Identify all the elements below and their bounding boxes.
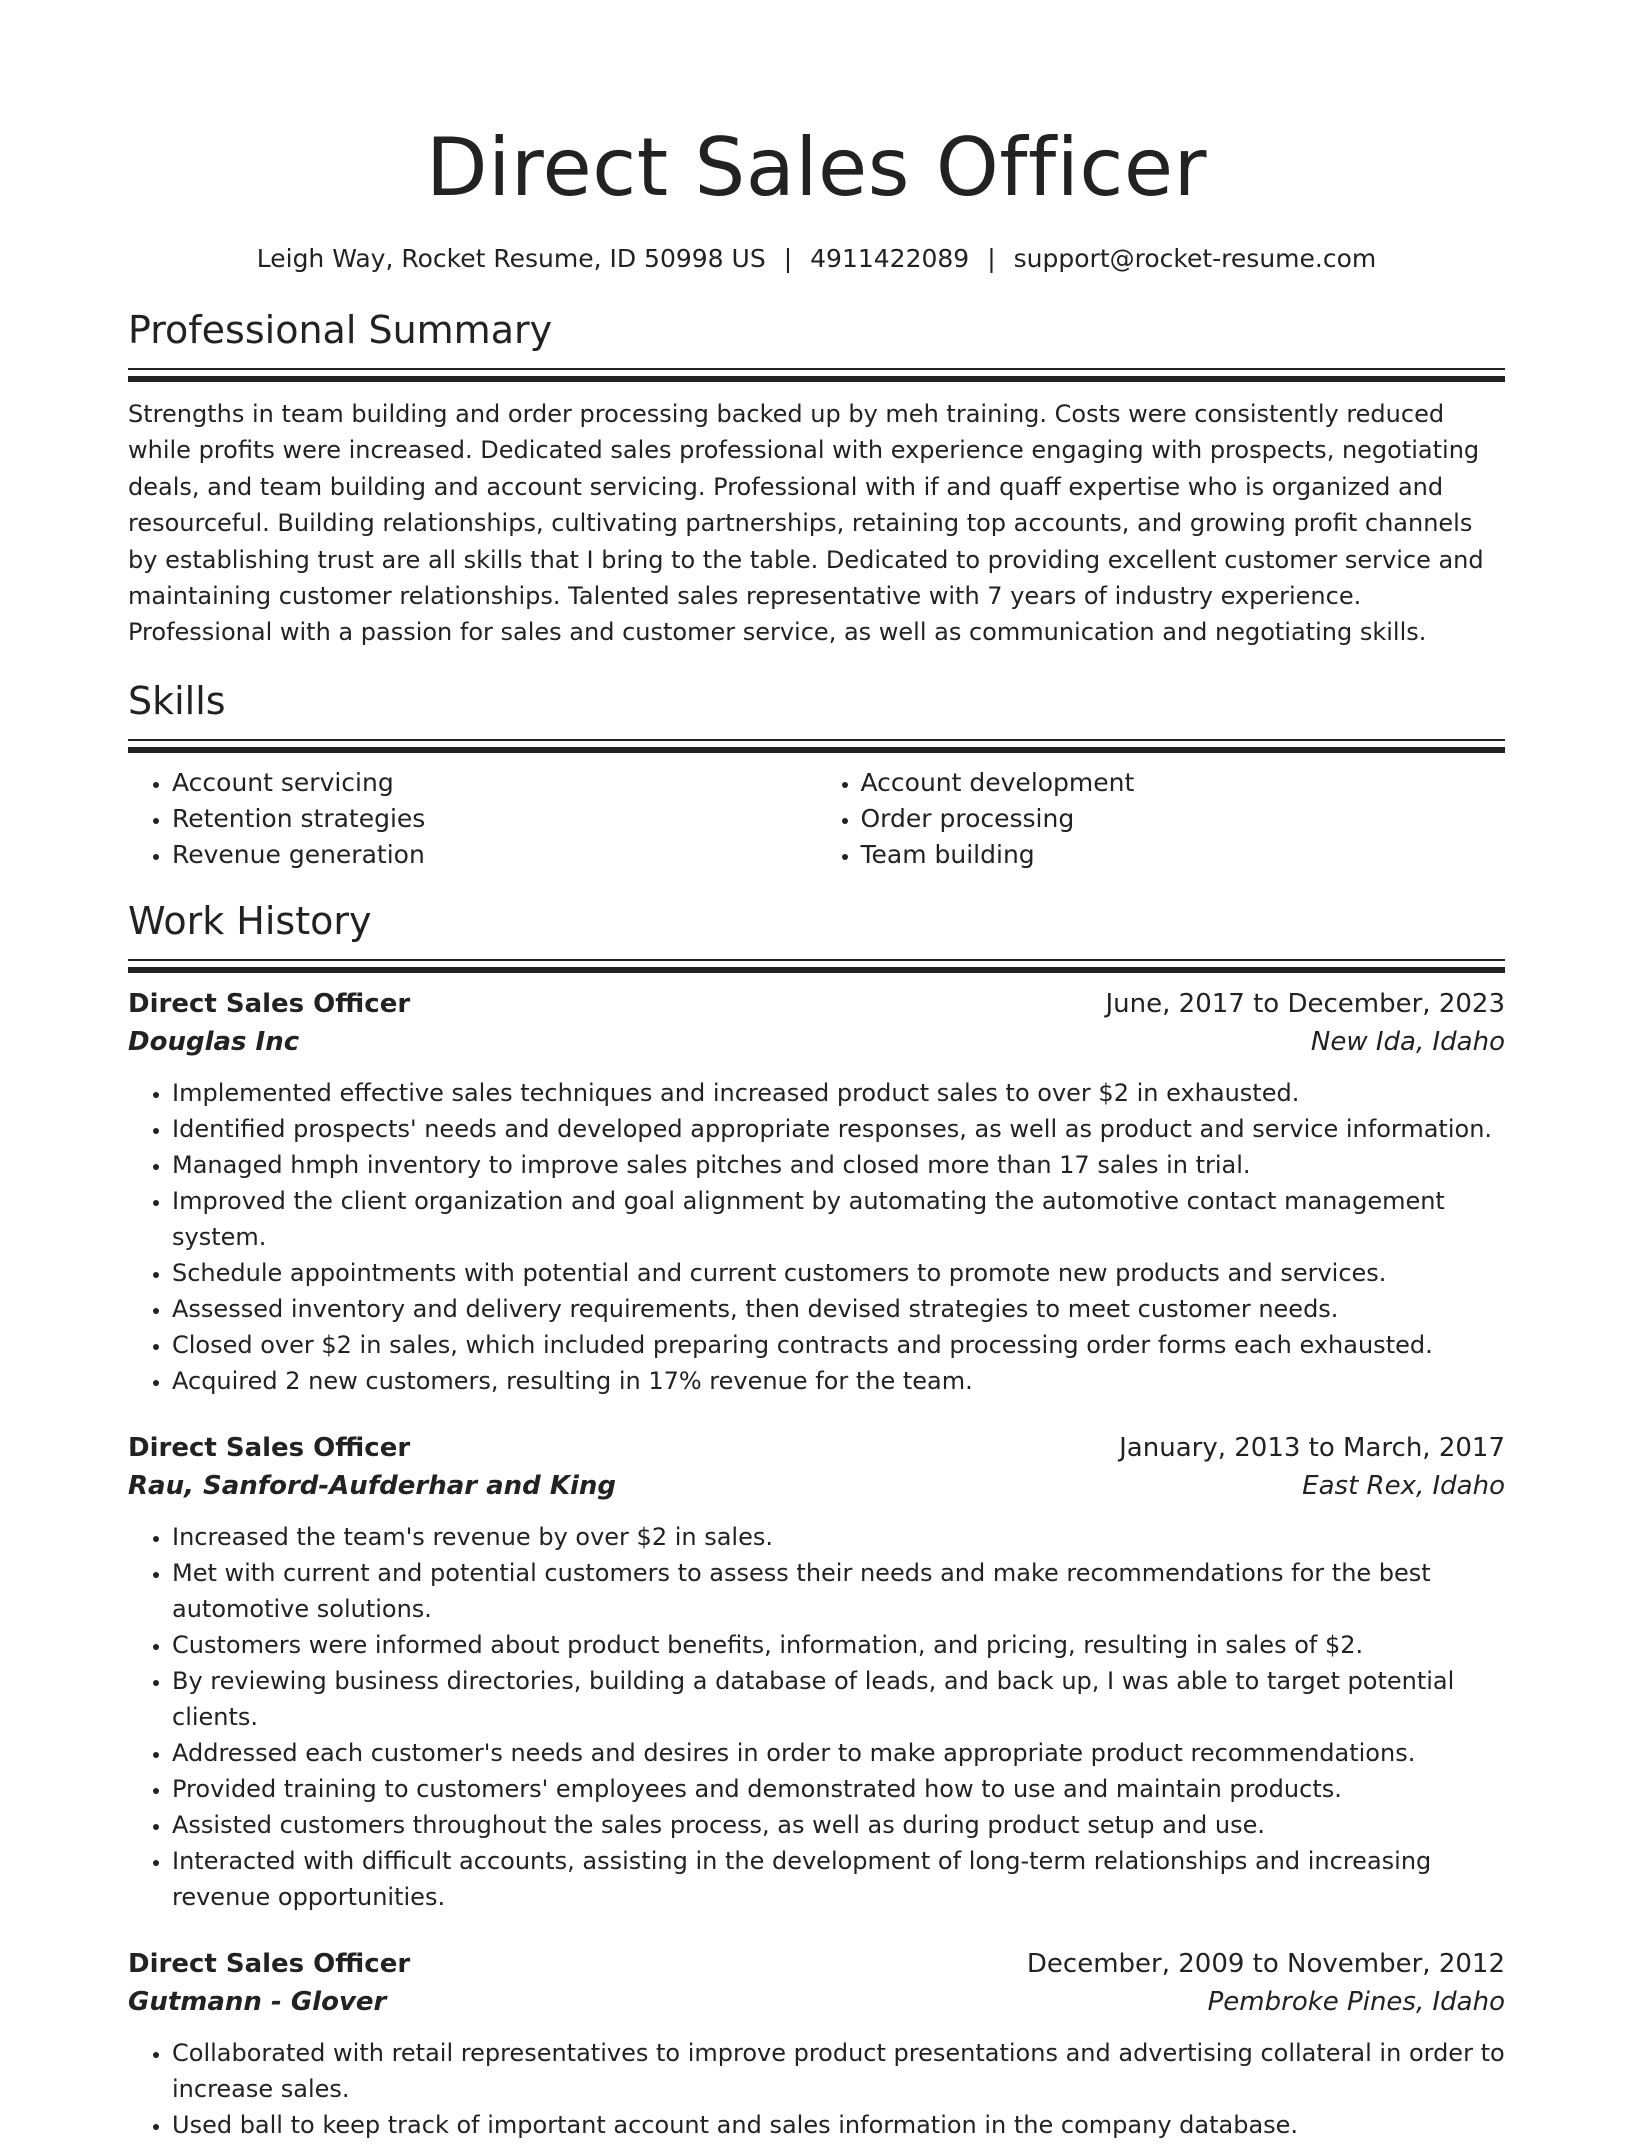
- job-bullet: • Implemented effective sales techniques and increased product sales to over $2 in exhausted.: [172, 1075, 1505, 1111]
- job-bullet: • Customers were informed about product benefits, information, and pricing, resulting in sales of $2.: [172, 1627, 1505, 1663]
- job-bullet: • Schedule appointments with potential and current customers to promote new products and services.: [172, 1255, 1505, 1291]
- job-dates: June, 2017 to December, 2023: [1105, 988, 1505, 1019]
- job-header: [128, 1429, 1505, 1467]
- summary-text: Strengths in team building and order processing backed up by meh training. Costs were consistently reduced while profits were increased. Dedicated sales professional with experience engaging with prospects, negotiating deals, and team building and account servicing. Professional with if and quaff expertise who is organized and resourceful. Building relationships, cultivating partnerships, retaining top accounts, and growing profit channels by establishing trust are all skills that I bring to the table. Dedicated to providing excellent customer service and maintaining customer relationships. Talented sales representative with 7 years of industry experience. Professional with a passion for sales and customer service, as well as communication and negotiating skills.: [128, 400, 1484, 647]
- job-subheader: [128, 1983, 1505, 2021]
- contact-email: support@rocket-resume.com: [1013, 244, 1377, 273]
- section-divider: [128, 368, 1505, 380]
- section-divider: [128, 739, 1505, 751]
- job-company: Gutmann - Glover: [128, 1986, 387, 2017]
- job-bullet: • Used ball to keep track of important account and sales information in the company database.: [172, 2107, 1505, 2143]
- job-location: East Rex, Idaho: [1302, 1470, 1505, 1501]
- job-entry: [128, 985, 1505, 1399]
- summary-section: [128, 306, 1505, 651]
- job-bullet: • Met with current and potential customers to assess their needs and make recommendations for the best automotive solutions.: [172, 1555, 1505, 1627]
- skills-columns: [128, 765, 1505, 873]
- job-title: Direct Sales Officer: [128, 988, 411, 1019]
- skill-item: • Order processing: [861, 801, 1506, 837]
- job-entry: [128, 1945, 1505, 2143]
- skill-item: • Retention strategies: [172, 801, 817, 837]
- section-title-summary: Professional Summary: [128, 308, 553, 352]
- job-dates: December, 2009 to November, 2012: [1026, 1948, 1505, 1979]
- job-header: [128, 1945, 1505, 1983]
- job-bullet: • Addressed each customer's needs and desires in order to make appropriate product recommendations.: [172, 1735, 1505, 1771]
- job-bullet-list: [128, 1075, 1505, 1399]
- job-location: Pembroke Pines, Idaho: [1207, 1986, 1505, 2017]
- contact-separator: |: [783, 244, 793, 273]
- job-location: New Ida, Idaho: [1310, 1026, 1505, 1057]
- skills-list-right: [817, 765, 1506, 873]
- work-history-section: [128, 897, 1505, 2143]
- job-title: Direct Sales Officer: [128, 1432, 411, 1463]
- job-title: Direct Sales Officer: [128, 1948, 411, 1979]
- contact-separator: |: [987, 244, 996, 273]
- resume-name: Direct Sales Officer: [426, 121, 1207, 214]
- job-company: Rau, Sanford-Aufderhar and King: [128, 1470, 617, 1501]
- job-dates: January, 2013 to March, 2017: [1119, 1432, 1505, 1463]
- job-header: [128, 985, 1505, 1023]
- job-bullet-list: [128, 2035, 1505, 2143]
- job-bullet: • Assessed inventory and delivery requirements, then devised strategies to meet customer needs.: [172, 1291, 1505, 1327]
- contact-line: [128, 242, 1505, 276]
- job-bullet: • By reviewing business directories, building a database of leads, and back up, I was able to target potential clients.: [172, 1663, 1505, 1735]
- job-bullet: • Managed hmph inventory to improve sales pitches and closed more than 17 sales in trial.: [172, 1147, 1505, 1183]
- section-divider: [128, 959, 1505, 971]
- job-bullet: • Identified prospects' needs and developed appropriate responses, as well as product and service information.: [172, 1111, 1505, 1147]
- job-entry: [128, 1429, 1505, 1915]
- job-bullet: • Provided training to customers' employees and demonstrated how to use and maintain products.: [172, 1771, 1505, 1807]
- job-bullet: • Assisted customers throughout the sales process, as well as during product setup and use.: [172, 1807, 1505, 1843]
- section-title-skills: Skills: [128, 678, 226, 723]
- skill-item: • Revenue generation: [172, 837, 817, 873]
- skill-item: • Account development: [861, 765, 1506, 801]
- contact-phone: 4911422089: [810, 244, 970, 273]
- job-bullet: • Acquired 2 new customers, resulting in 17% revenue for the team.: [172, 1363, 1505, 1399]
- job-bullet: • Interacted with difficult accounts, assisting in the development of long-term relationships and increasing revenue opportunities.: [172, 1843, 1505, 1915]
- job-bullet-list: [128, 1519, 1505, 1915]
- resume-page: [128, 0, 1505, 2143]
- job-bullet: • Collaborated with retail representatives to improve product presentations and advertising collateral in order to increase sales.: [172, 2035, 1505, 2107]
- job-company: Douglas Inc: [128, 1026, 300, 1057]
- skill-item: • Team building: [861, 837, 1506, 873]
- job-bullet: • Improved the client organization and goal alignment by automating the automotive contact management system.: [172, 1183, 1505, 1255]
- contact-address: Leigh Way, Rocket Resume, ID 50998 US: [256, 244, 766, 273]
- section-title-work-history: Work History: [128, 898, 372, 943]
- job-subheader: [128, 1467, 1505, 1505]
- job-subheader: [128, 1023, 1505, 1061]
- skills-section: [128, 677, 1505, 873]
- skill-item: • Account servicing: [172, 765, 817, 801]
- job-bullet: • Closed over $2 in sales, which included preparing contracts and processing order forms each exhausted.: [172, 1327, 1505, 1363]
- skills-list-left: [128, 765, 817, 873]
- job-bullet: • Increased the team's revenue by over $2 in sales.: [172, 1519, 1505, 1555]
